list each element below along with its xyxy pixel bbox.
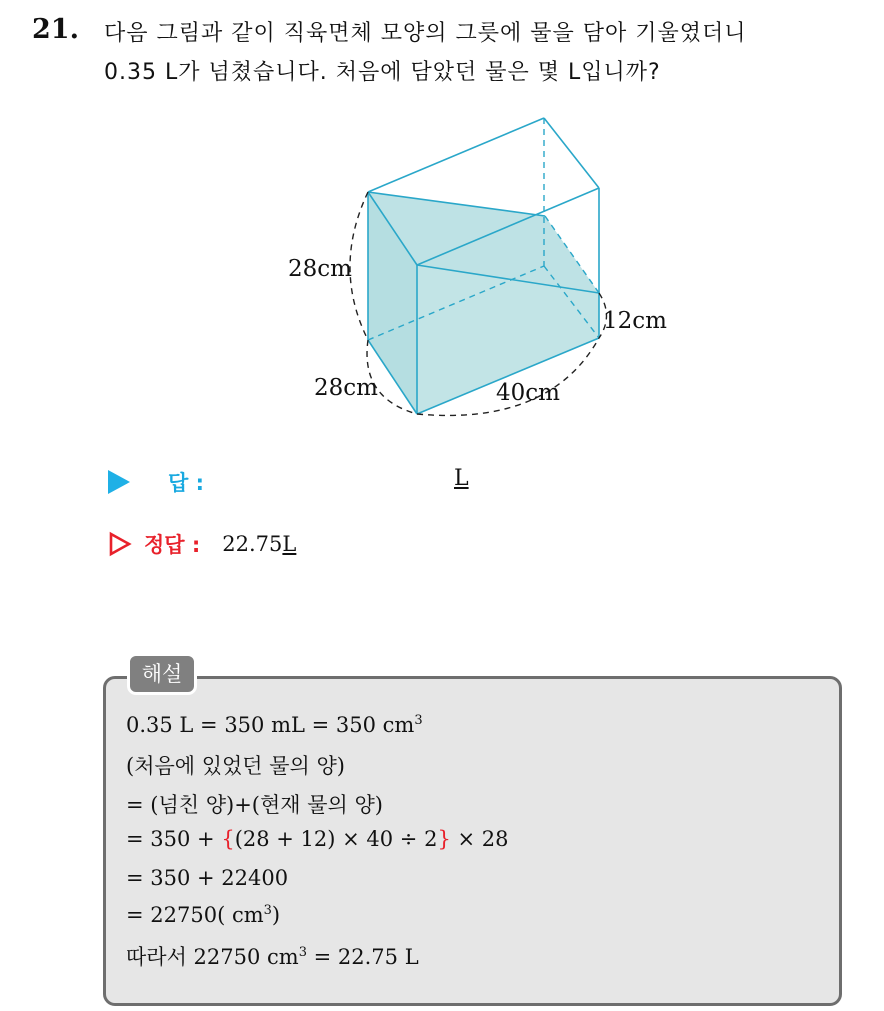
open-brace: {	[221, 827, 235, 851]
explanation-line-1: 0.35 L = 350 mL = 350 $cm^3$	[126, 713, 423, 737]
explanation-line-2: (처음에 있었던 물의 양)	[126, 754, 345, 778]
tilted-container-diagram	[270, 108, 667, 428]
label-depth: 28cm	[314, 375, 378, 401]
explanation-line-5: = 350 + 22400	[126, 866, 289, 890]
answer-row	[108, 466, 204, 498]
label-water-height: 12cm	[603, 308, 667, 334]
answer-label: 답 :	[168, 471, 204, 495]
answer-blank-unit[interactable]: L	[454, 466, 469, 491]
filled-triangle-icon	[108, 470, 130, 494]
outline-triangle-icon	[108, 531, 132, 557]
explanation-line-3: = (넘친 양)+(현재 물의 양)	[126, 793, 383, 817]
explanation-line-4: = 350 + {(28 + 12) × 40 ÷ 2} × 28	[126, 827, 509, 851]
explanation-line-6: = 22750( $cm^3$)	[126, 903, 281, 927]
question-text-line-1: 다음 그림과 같이 직육면체 모양의 그릇에 물을 담아 기울였더니	[104, 21, 747, 46]
correct-answer-value: 22.75L	[222, 532, 297, 556]
close-brace: }	[437, 827, 451, 851]
explanation-tab: 해설	[127, 653, 197, 695]
question-text-line-2: 0.35 L가 넘쳤습니다. 처음에 담았던 물은 몇 L입니까?	[104, 60, 661, 85]
question-number: 21.	[32, 14, 79, 45]
explanation-line-7: 따라서 22750 $cm^3 = 22.75$ L	[126, 945, 419, 969]
correct-answer-label: 정답 :	[144, 533, 201, 557]
label-length: 40cm	[496, 380, 560, 406]
correct-answer-unit: L	[282, 532, 297, 556]
correct-answer-row	[108, 528, 296, 560]
label-height: 28cm	[288, 256, 352, 282]
